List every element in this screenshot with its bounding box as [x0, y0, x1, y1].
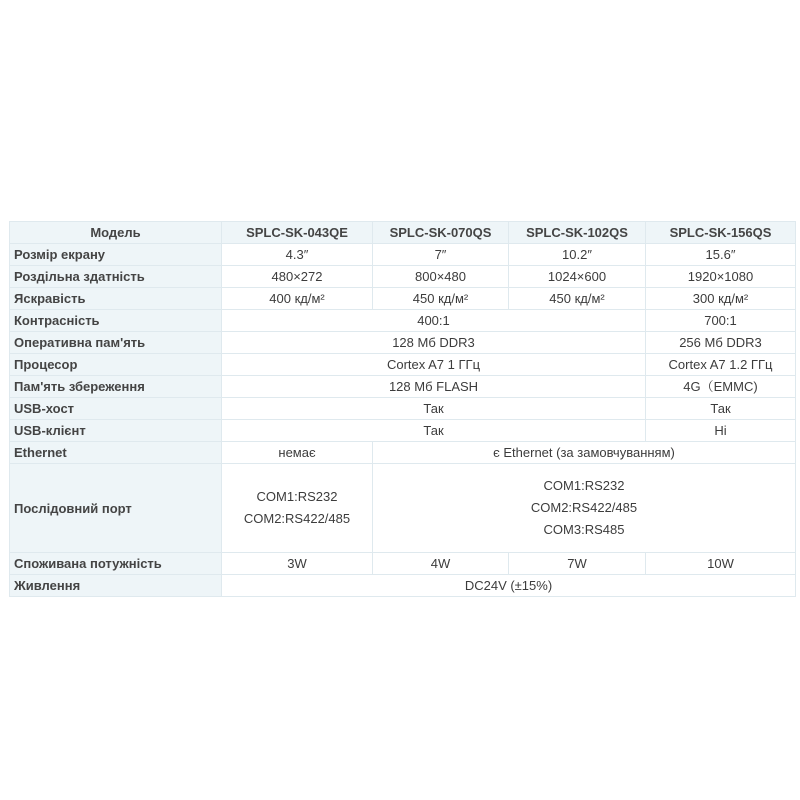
table-row: [10, 332, 796, 354]
cell: є Ethernet (за замовчуванням): [373, 442, 796, 464]
cell: 1024×600: [509, 266, 646, 288]
row-label: Роздільна здатність: [10, 266, 222, 288]
cell: Cortex A7 1 ГГц: [222, 354, 646, 376]
cell: 700:1: [646, 310, 796, 332]
cell: [222, 464, 373, 553]
row-label: Розмір екрану: [10, 244, 222, 266]
header-label: Модель: [10, 222, 222, 244]
table-row: [10, 244, 796, 266]
model-header: SPLC-SK-156QS: [646, 222, 796, 244]
cell: [373, 464, 796, 553]
cell: немає: [222, 442, 373, 464]
table-row: [10, 288, 796, 310]
row-label: Ethernet: [10, 442, 222, 464]
cell: 7″: [373, 244, 509, 266]
table-row: [10, 376, 796, 398]
cell: 400:1: [222, 310, 646, 332]
cell: 800×480: [373, 266, 509, 288]
row-label: Послідовний порт: [10, 464, 222, 553]
row-label: Пам'ять збереження: [10, 376, 222, 398]
table-row: [10, 266, 796, 288]
cell: 1920×1080: [646, 266, 796, 288]
cell: 450 кд/м²: [373, 288, 509, 310]
cell: Ні: [646, 420, 796, 442]
row-label: Споживана потужність: [10, 553, 222, 575]
table-row: [10, 442, 796, 464]
table-row: [10, 398, 796, 420]
cell: 300 кд/м²: [646, 288, 796, 310]
serial-port-line: COM2:RS422/485: [243, 511, 351, 526]
serial-port-line: COM1:RS232: [543, 478, 625, 493]
cell: 3W: [222, 553, 373, 575]
cell: 128 Мб FLASH: [222, 376, 646, 398]
row-label: Процесор: [10, 354, 222, 376]
cell: Так: [222, 398, 646, 420]
cell: 4.3″: [222, 244, 373, 266]
table-row: [10, 310, 796, 332]
cell: 15.6″: [646, 244, 796, 266]
cell: 480×272: [222, 266, 373, 288]
model-header: SPLC-SK-043QE: [222, 222, 373, 244]
cell: 4W: [373, 553, 509, 575]
serial-port-line: COM2:RS422/485: [530, 500, 638, 515]
spec-table: [9, 221, 796, 597]
cell: 4G（EMMC): [646, 376, 796, 398]
cell: 7W: [509, 553, 646, 575]
table-row: [10, 420, 796, 442]
table-row: [10, 464, 796, 553]
cell: 128 Мб DDR3: [222, 332, 646, 354]
cell: 10W: [646, 553, 796, 575]
serial-port-line: COM1:RS232: [256, 489, 338, 504]
row-label: Оперативна пам'ять: [10, 332, 222, 354]
table-row: [10, 354, 796, 376]
cell: 256 Мб DDR3: [646, 332, 796, 354]
row-label: Контрасність: [10, 310, 222, 332]
row-label: Яскравість: [10, 288, 222, 310]
row-label: USB-хост: [10, 398, 222, 420]
cell: Так: [646, 398, 796, 420]
cell: Cortex A7 1.2 ГГц: [646, 354, 796, 376]
header-row: [10, 222, 796, 244]
table-row: [10, 575, 796, 597]
cell: 400 кд/м²: [222, 288, 373, 310]
cell: Так: [222, 420, 646, 442]
serial-port-line: COM3:RS485: [543, 522, 625, 537]
table-row: [10, 553, 796, 575]
cell: 10.2″: [509, 244, 646, 266]
model-header: SPLC-SK-102QS: [509, 222, 646, 244]
row-label: Живлення: [10, 575, 222, 597]
model-header: SPLC-SK-070QS: [373, 222, 509, 244]
row-label: USB-клієнт: [10, 420, 222, 442]
cell: DC24V (±15%): [222, 575, 796, 597]
cell: 450 кд/м²: [509, 288, 646, 310]
